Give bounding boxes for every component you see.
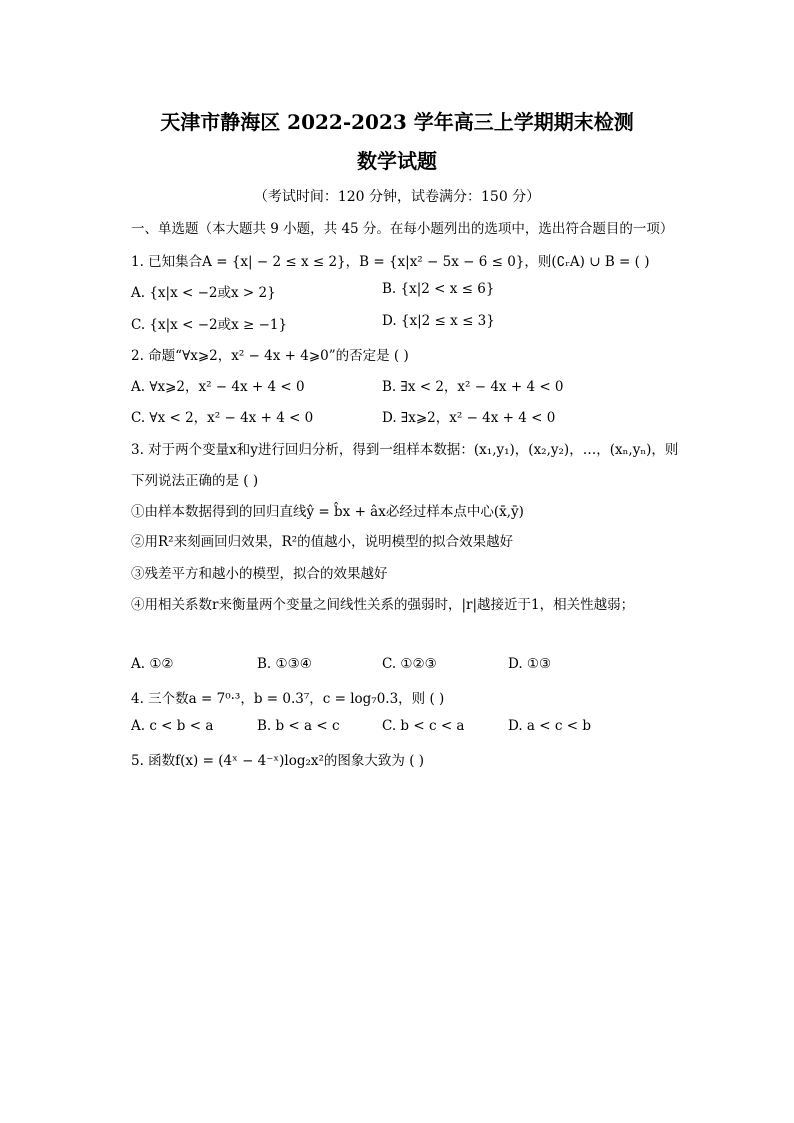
question-1-option-a[interactable]: A. {x|x < −2或x > 2} xyxy=(131,285,276,301)
question-1-option-c[interactable]: C. {x|x < −2或x ≥ −1} xyxy=(131,317,288,333)
question-2-option-c[interactable]: C. ∀x < 2，x² − 4x + 4 < 0 xyxy=(131,410,314,426)
exam-info: （考试时间：120 分钟，试卷满分：150 分） xyxy=(253,189,541,205)
question-2-option-d[interactable]: D. ∃x⩾2，x² − 4x + 4 < 0 xyxy=(382,410,556,426)
question-4-option-c[interactable]: C. b < c < a xyxy=(382,718,465,734)
question-3-option-d[interactable]: D. ①③ xyxy=(508,656,552,672)
question-3-statement-2: ②用R²来刻画回归效果，R²的值越小，说明模型的拟合效果越好 xyxy=(131,534,514,550)
question-1-stem: 1. 已知集合A = {x| − 2 ≤ x ≤ 2}，B = {x|x² − 5x − 6 ≤ 0}，则(∁ᵣA) ∪ B = ( ) xyxy=(131,254,650,270)
question-3-option-b[interactable]: B. ①③④ xyxy=(257,656,312,672)
question-3-option-c[interactable]: C. ①②③ xyxy=(382,656,437,672)
question-2-option-b[interactable]: B. ∃x < 2，x² − 4x + 4 < 0 xyxy=(382,379,564,395)
question-3-stem-line2: 下列说法正确的是 ( ) xyxy=(131,473,259,489)
question-4-option-d[interactable]: D. a < c < b xyxy=(508,718,591,734)
section-heading: 一、单选题（本大题共 9 小题，共 45 分。在每小题列出的选项中，选出符合题目的一项） xyxy=(131,221,674,237)
exam-subtitle: 数学试题 xyxy=(357,149,437,173)
question-1-option-d[interactable]: D. {x|2 ≤ x ≤ 3} xyxy=(382,313,495,329)
question-1-option-b[interactable]: B. {x|2 < x ≤ 6} xyxy=(382,281,495,297)
question-3-statement-4: ④用相关系数r来衡量两个变量之间线性关系的强弱时，|r|越接近于1，相关性越弱； xyxy=(131,597,635,613)
question-5-stem: 5. 函数f(x) = (4ˣ − 4⁻ˣ)log₂x²的图象大致为 ( ) xyxy=(131,753,425,769)
question-3-option-a[interactable]: A. ①② xyxy=(131,656,174,672)
exam-title: 天津市静海区 2022-2023 学年高三上学期期末检测 xyxy=(160,110,634,134)
question-4-option-a[interactable]: A. c < b < a xyxy=(131,718,214,734)
question-4-stem: 4. 三个数a = 7⁰·³，b = 0.3⁷，c = log₇0.3，则 ( ) xyxy=(131,691,445,707)
question-2-option-a[interactable]: A. ∀x⩾2，x² − 4x + 4 < 0 xyxy=(131,379,305,395)
question-4-option-b[interactable]: B. b < a < c xyxy=(257,718,340,734)
question-3-statement-1: ①由样本数据得到的回归直线ŷ = b̂x + âx必经过样本点中心(x̄,ȳ) xyxy=(131,504,524,520)
question-3-statement-3: ③残差平方和越小的模型，拟合的效果越好 xyxy=(131,566,388,582)
question-2-stem: 2. 命题“∀x⩾2，x² − 4x + 4⩾0”的否定是 ( ) xyxy=(131,348,409,364)
question-3-stem-line1: 3. 对于两个变量x和y进行回归分析，得到一组样本数据：(x₁,y₁)，(x₂,y₂)，…，(xₙ,yₙ)，则 xyxy=(131,442,679,458)
